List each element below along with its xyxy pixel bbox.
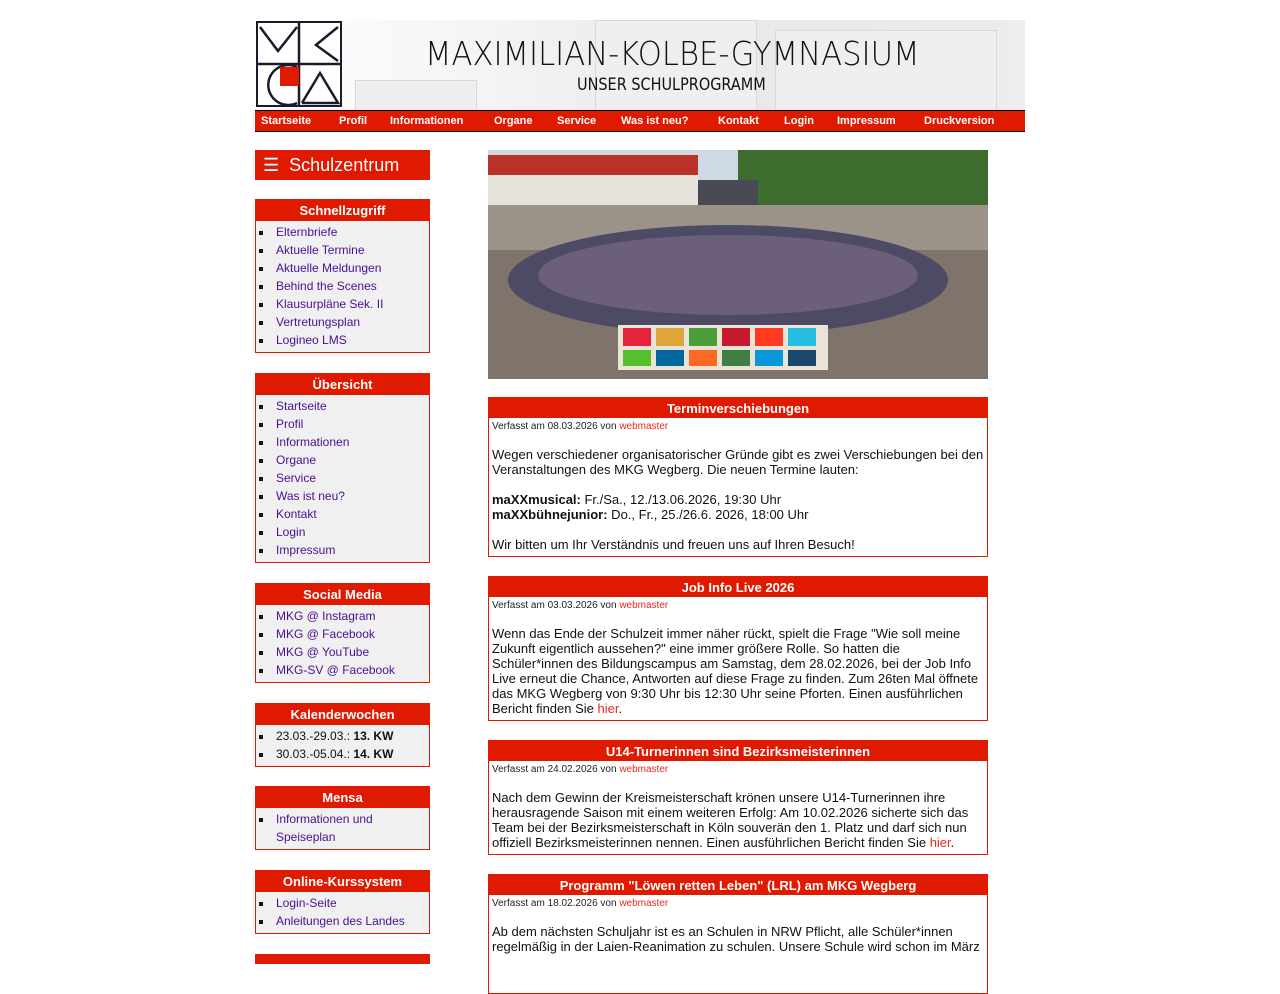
- link-was-ist-neu[interactable]: Was ist neu?: [256, 487, 429, 505]
- link-speiseplan[interactable]: Informationen und Speiseplan: [256, 810, 386, 846]
- link-startseite[interactable]: Startseite: [256, 397, 429, 415]
- box-title: Online-Kurssystem: [256, 871, 429, 892]
- online-kurssystem-box: [255, 870, 430, 934]
- hier-link[interactable]: hier: [597, 701, 619, 716]
- next-box: [255, 954, 430, 964]
- box-title: Übersicht: [256, 374, 429, 395]
- nav-startseite[interactable]: Startseite: [261, 115, 312, 127]
- meta-text: Verfasst am 03.03.2026 von: [492, 600, 617, 611]
- kw-item: [256, 727, 429, 745]
- link-aktuelle-meldungen[interactable]: Aktuelle Meldungen: [256, 259, 429, 277]
- nav-informationen[interactable]: Informationen: [390, 115, 464, 127]
- hamburger-icon: ☰: [263, 155, 280, 175]
- meta-text: Verfasst am 08.03.2026 von: [492, 421, 617, 432]
- kalenderwochen-box: [255, 703, 430, 767]
- meta-text: Verfasst am 18.02.2026 von: [492, 898, 617, 909]
- period: .: [950, 835, 955, 850]
- nav-druckversion[interactable]: Druckversion: [924, 115, 995, 127]
- article-meta: [489, 895, 987, 910]
- schnellzugriff-box: [255, 199, 430, 353]
- link-impressum[interactable]: Impressum: [256, 541, 429, 559]
- author-link[interactable]: webmaster: [619, 600, 669, 611]
- nav-impressum[interactable]: Impressum: [837, 115, 896, 127]
- link-sv-facebook[interactable]: MKG-SV @ Facebook: [256, 661, 429, 679]
- paragraph: Wegen verschiedener organisatorischer Gründe gibt es zwei Verschiebungen bei den Veranstaltungen des MKG Wegberg. Die neuen Termine lauten:: [492, 447, 984, 477]
- mensa-box: [255, 786, 430, 850]
- article-loewen-retten-leben: [488, 874, 988, 994]
- article-u14-turnerinnen: [488, 740, 988, 855]
- paragraph: Wir bitten um Ihr Verständnis und freuen uns auf Ihren Besuch!: [492, 537, 855, 552]
- link-facebook[interactable]: MKG @ Facebook: [256, 625, 429, 643]
- article-body: [489, 433, 987, 554]
- social-media-box: [255, 583, 430, 683]
- article-body: [489, 612, 987, 718]
- author-link[interactable]: webmaster: [619, 764, 669, 775]
- article-meta: [489, 418, 987, 433]
- box-title: Social Media: [256, 584, 429, 605]
- event-date: Fr./Sa., 12./13.06.2026, 19:30 Uhr: [580, 492, 782, 507]
- article-body: [489, 776, 987, 852]
- uebersicht-box: [255, 373, 430, 563]
- school-logo[interactable]: [256, 21, 342, 107]
- article-meta: [489, 761, 987, 776]
- link-behind-the-scenes[interactable]: Behind the Scenes: [256, 277, 429, 295]
- box-title: Schnellzugriff: [256, 200, 429, 221]
- author-link[interactable]: webmaster: [619, 898, 669, 909]
- event-name: maXXmusical:: [492, 492, 581, 507]
- event-name: maXXbühnejunior:: [492, 507, 608, 522]
- main-nav: [255, 110, 1025, 132]
- article-title[interactable]: Programm "Löwen retten Leben" (LRL) am MKG Wegberg: [489, 875, 987, 895]
- menu-button-label: Schulzentrum: [289, 155, 400, 175]
- nav-organe[interactable]: Organe: [494, 115, 533, 127]
- link-profil[interactable]: Profil: [256, 415, 429, 433]
- paragraph: Wenn das Ende der Schulzeit immer näher rückt, spielt die Frage "Wie soll meine Zukunft eigentlich aussehen?" eine immer größere Rolle. So hatten die Schüler*innen des Bildungscampus am Samstag, dem 28.02.2026, bei der Job Info Live erneut die Chance, Antworten auf diese Frage zu finden. Zum 26ten Mal öffnete das MKG Wegberg von 9:30 Uhr bis 12:30 Uhr seine Pforten. Einen ausführlichen Bericht finden Sie: [492, 626, 979, 716]
- link-organe[interactable]: Organe: [256, 451, 429, 469]
- article-title[interactable]: U14-Turnerinnen sind Bezirksmeisterinnen: [489, 741, 987, 761]
- kw-range: 23.03.-29.03.:: [276, 729, 351, 743]
- link-youtube[interactable]: MKG @ YouTube: [256, 643, 429, 661]
- link-service[interactable]: Service: [256, 469, 429, 487]
- nav-kontakt[interactable]: Kontakt: [718, 115, 759, 127]
- site-title: MAXIMILIAN-KOLBE-GYMNASIUM: [425, 34, 920, 73]
- link-aktuelle-termine[interactable]: Aktuelle Termine: [256, 241, 429, 259]
- article-terminverschiebungen: [488, 397, 988, 557]
- box-title: Mensa: [256, 787, 429, 808]
- paragraph: Nach dem Gewinn der Kreismeisterschaft krönen unsere U14-Turnerinnen ihre herausragende Saison mit einem weiteren Erfolg: Am 10.02.2026 sicherte sich das Team bei der Bezirksmeisterschaft in Köln souverän den 1. Platz und darf sich nun offiziell Bezirksmeisterinnen nennen. Einen ausführlichen Bericht finden Sie: [492, 790, 969, 850]
- article-title[interactable]: Job Info Live 2026: [489, 577, 987, 597]
- kw-range: 30.03.-05.04.:: [276, 747, 351, 761]
- author-link[interactable]: webmaster: [619, 421, 669, 432]
- nav-login[interactable]: Login: [784, 115, 814, 127]
- date-line: [492, 507, 984, 522]
- site-subtitle: UNSER SCHULPROGRAMM: [577, 75, 766, 95]
- date-line: [492, 492, 984, 507]
- kw-item: [256, 745, 429, 763]
- site-header: [255, 20, 1025, 110]
- link-instagram[interactable]: MKG @ Instagram: [256, 607, 429, 625]
- nav-was-ist-neu[interactable]: Was ist neu?: [621, 115, 689, 127]
- school-photo: [488, 150, 988, 379]
- nav-service[interactable]: Service: [557, 115, 597, 127]
- link-informationen[interactable]: Informationen: [256, 433, 429, 451]
- link-kontakt[interactable]: Kontakt: [256, 505, 429, 523]
- article-body: Ab dem nächsten Schuljahr ist es an Schulen in NRW Pflicht, alle Schüler*innen regelmäßig in der Laien-Reanimation zu schulen. Unsere Schule wird schon im März: [492, 924, 980, 954]
- link-vertretungsplan[interactable]: Vertretungsplan: [256, 313, 429, 331]
- event-date: Do., Fr., 25./26.6. 2026, 18:00 Uhr: [607, 507, 809, 522]
- link-elternbriefe[interactable]: Elternbriefe: [256, 223, 429, 241]
- hier-link[interactable]: hier: [929, 835, 951, 850]
- article-title[interactable]: Terminverschiebungen: [489, 398, 987, 418]
- link-logineo[interactable]: Logineo LMS: [256, 331, 429, 349]
- article-job-info-live: [488, 576, 988, 721]
- link-klausurplaene[interactable]: Klausurpläne Sek. II: [256, 295, 429, 313]
- article-meta: [489, 597, 987, 612]
- meta-text: Verfasst am 24.02.2026 von: [492, 764, 617, 775]
- link-login[interactable]: Login: [256, 523, 429, 541]
- link-login-seite[interactable]: Login-Seite: [256, 894, 429, 912]
- kw-week: 14. KW: [353, 747, 394, 761]
- box-title: Kalenderwochen: [256, 704, 429, 725]
- link-anleitungen[interactable]: Anleitungen des Landes: [256, 912, 429, 930]
- kw-week: 13. KW: [353, 729, 394, 743]
- schulzentrum-menu-button[interactable]: [255, 150, 430, 180]
- period: .: [618, 701, 623, 716]
- nav-profil[interactable]: Profil: [339, 115, 368, 127]
